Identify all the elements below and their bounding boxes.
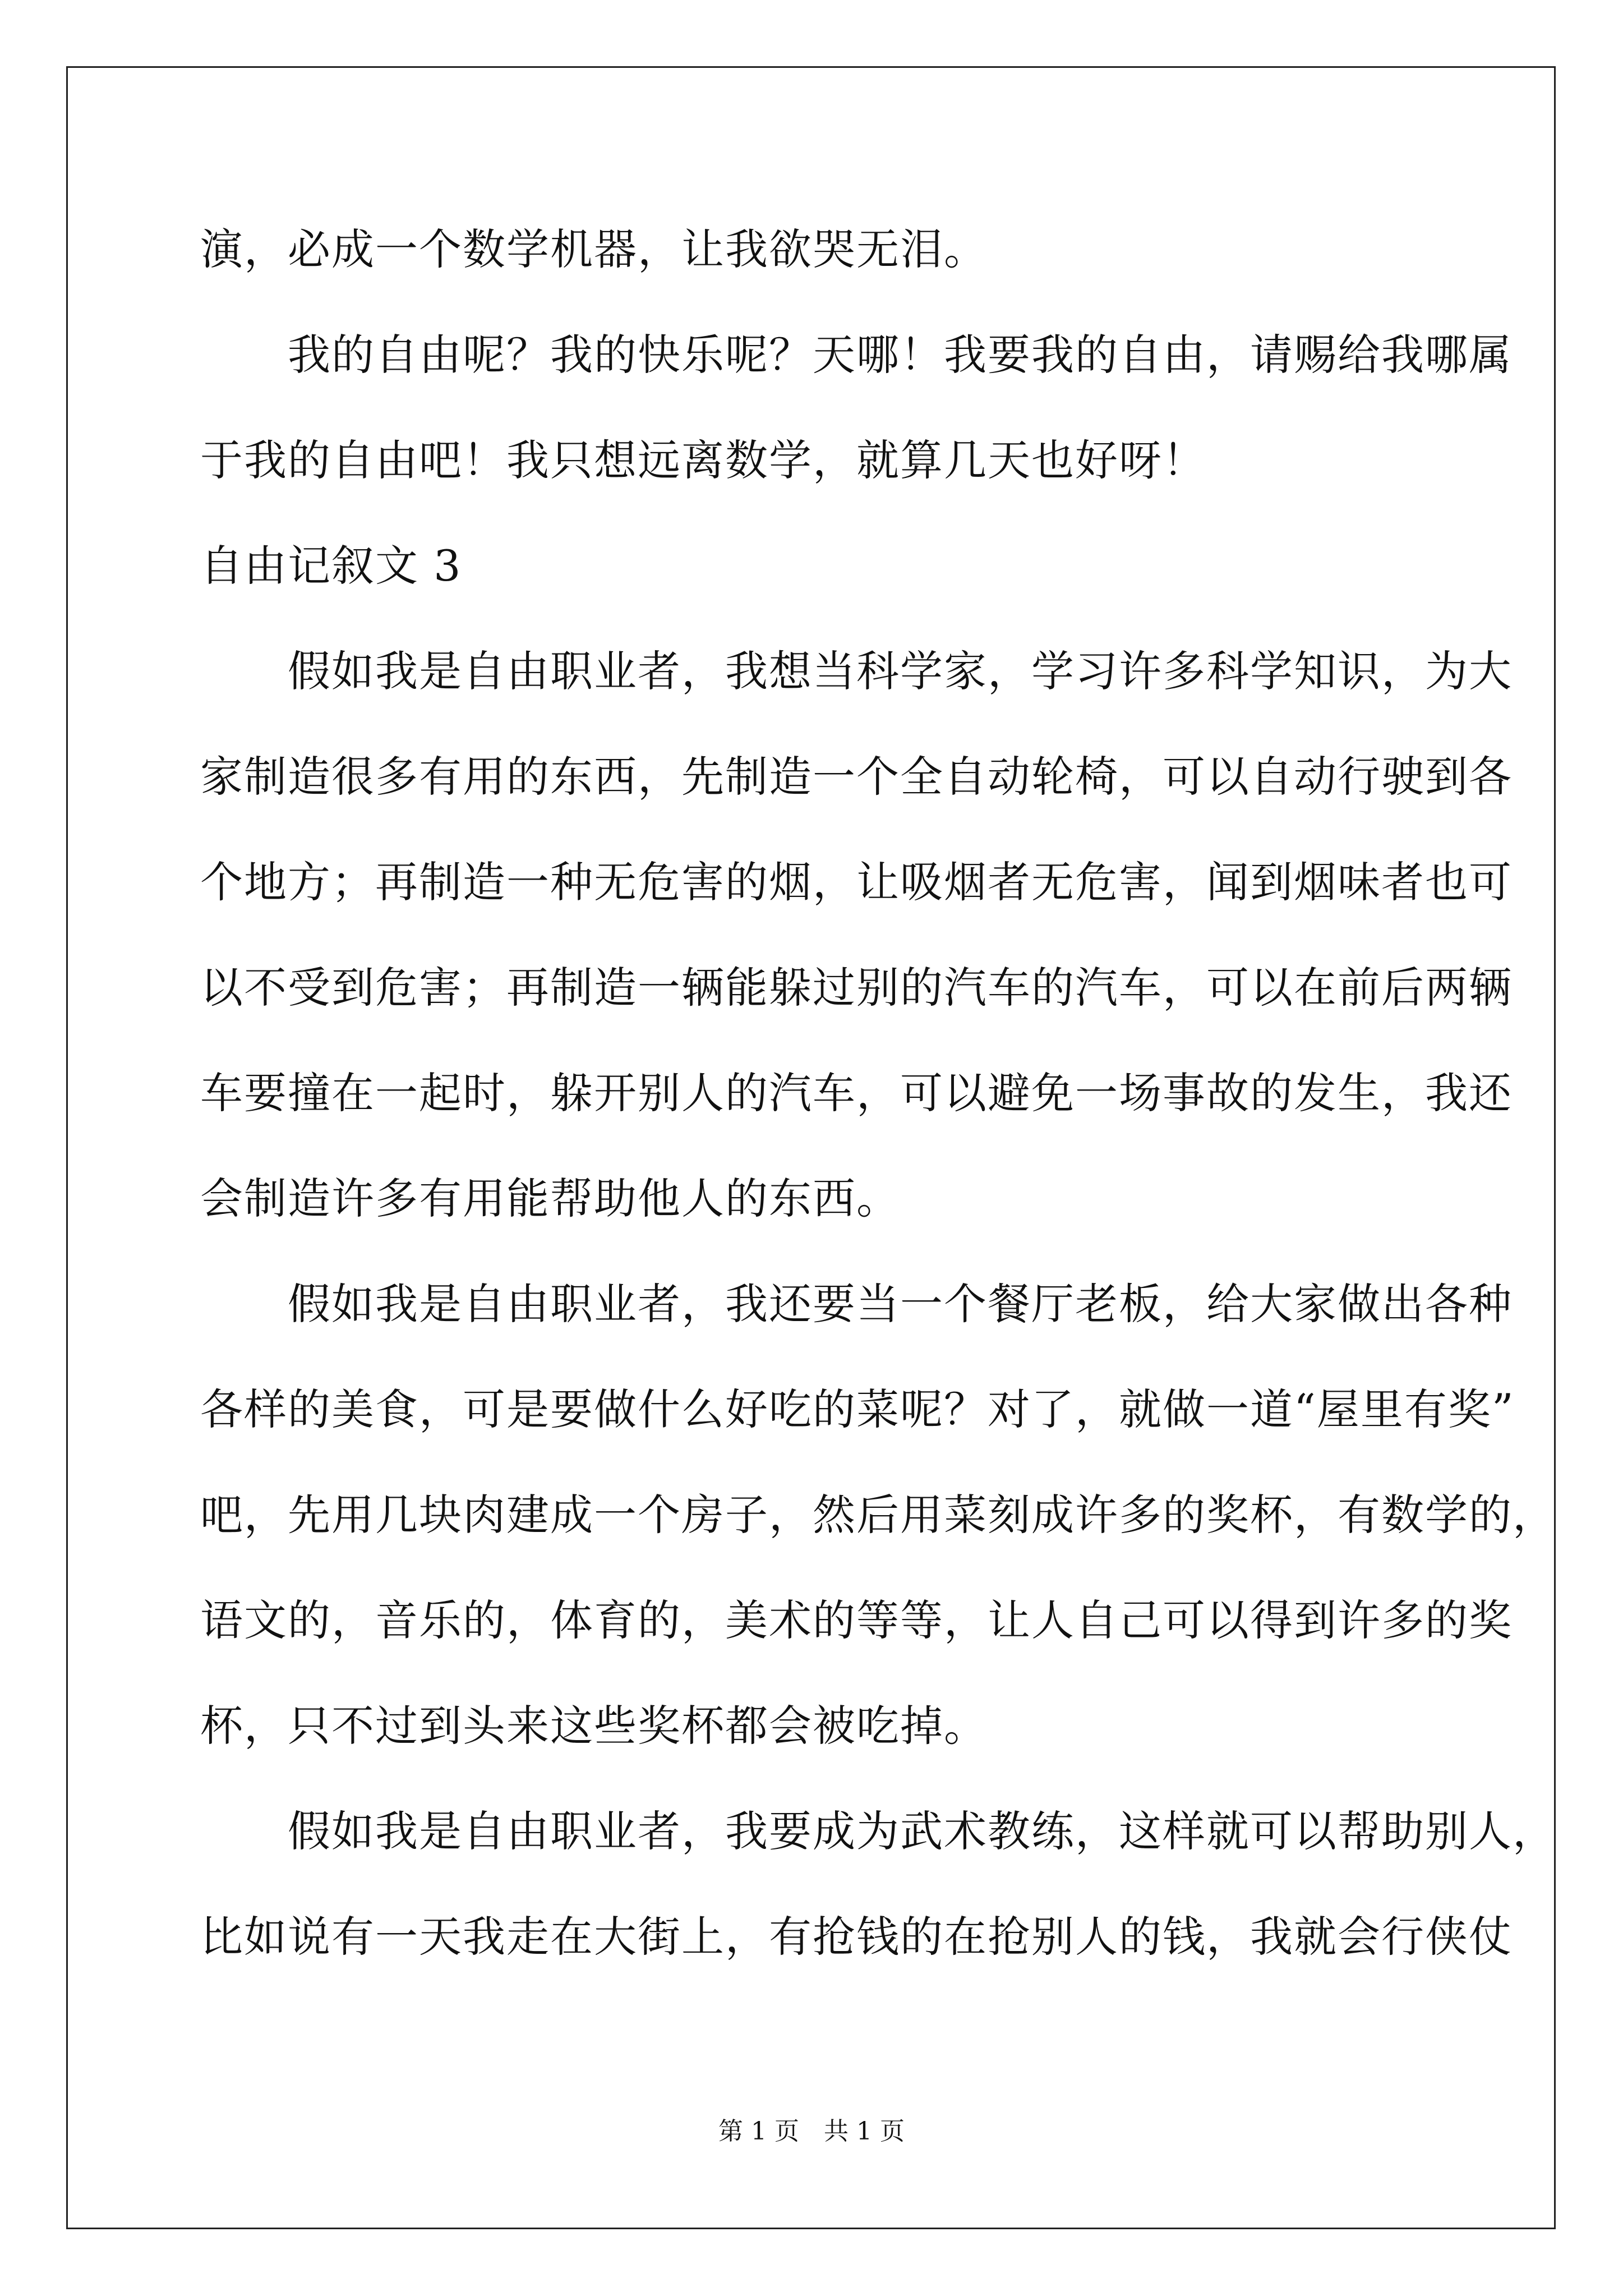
text-line: 个地方；再制造一种无危害的烟，让吸烟者无危害，闻到烟味者也可 [200, 857, 1513, 907]
text-line: 以不受到危害；再制造一辆能躲过别的汽车的汽车，可以在前后两辆 [200, 963, 1513, 1013]
text-line: 假如我是自由职业者，我还要当一个餐厅老板，给大家做出各种 [200, 1279, 1513, 1329]
section-heading: 自由记叙文 3 [200, 541, 462, 591]
text-line: 家制造很多有用的东西，先制造一个全自动轮椅，可以自动行驶到各 [200, 752, 1513, 802]
text-line: 会制造许多有用能帮助他人的东西。 [200, 1174, 900, 1223]
text-line: 比如说有一天我走在大街上，有抢钱的在抢别人的钱，我就会行侠仗 [200, 1912, 1513, 1962]
text-line: 车要撞在一起时，躲开别人的汽车，可以避免一场事故的发生，我还 [200, 1068, 1513, 1118]
page-border [66, 66, 1556, 2229]
text-line: 于我的自由吧！我只想远离数学，就算几天也好呀！ [200, 435, 1206, 485]
text-line: 各样的美食，可是要做什么好吃的菜呢？对了，就做一道“屋里有奖” [200, 1384, 1515, 1434]
page-footer: 第 1 页 共 1 页 [718, 2117, 905, 2146]
text-line: 语文的，音乐的，体育的，美术的等等，让人自己可以得到许多的奖 [200, 1595, 1513, 1645]
text-line: 我的自由呢？我的快乐呢？天哪！我要我的自由，请赐给我哪属 [200, 330, 1513, 380]
text-line: 演，必成一个数学机器，让我欲哭无泪。 [200, 224, 988, 274]
text-line: 杯，只不过到头来这些奖杯都会被吃掉。 [200, 1701, 988, 1751]
text-line: 吧，先用几块肉建成一个房子，然后用菜刻成许多的奖杯，有数学的， [200, 1490, 1556, 1540]
text-line: 假如我是自由职业者，我要成为武术教练，这样就可以帮助别人， [200, 1806, 1556, 1856]
text-line: 假如我是自由职业者，我想当科学家，学习许多科学知识，为大 [200, 646, 1513, 696]
